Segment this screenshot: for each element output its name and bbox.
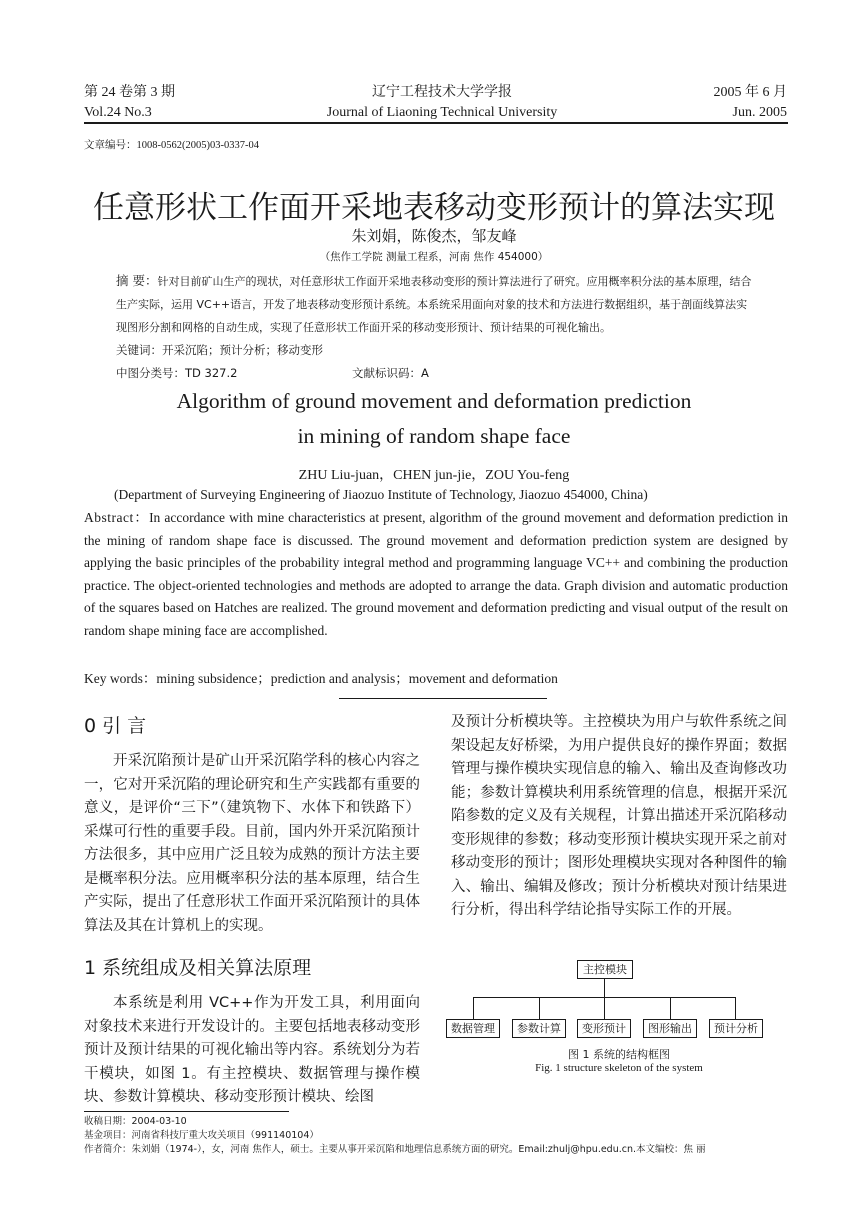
keywords-cn: 关键词：开采沉陷；预计分析；移动变形 bbox=[116, 343, 323, 357]
authors-en: ZHU Liu-juan，CHEN jun-jie，ZOU You-feng bbox=[298, 468, 570, 483]
figure-connector bbox=[604, 979, 605, 997]
header-rule bbox=[84, 122, 788, 124]
abstract-cn-label: 摘 要： bbox=[116, 273, 158, 288]
figure-box-data-management: 数据管理 bbox=[446, 1019, 500, 1038]
figure-box-deformation-prediction: 变形预计 bbox=[577, 1019, 631, 1038]
affiliation-en: (Department of Surveying Engineering of Jiaozuo Institute of Technology, Jiaozuo 454000, China) bbox=[114, 487, 648, 502]
article-number: 文章编号：1008-0562(2005)03-0337-04 bbox=[84, 140, 259, 151]
title-cn: 任意形状工作面开采地表移动变形预计的算法实现 bbox=[93, 190, 775, 226]
separator-rule bbox=[339, 698, 547, 699]
figure-caption-cn: 图 1 系统的结构框图 bbox=[568, 1048, 670, 1061]
header-journal-en: Journal of Liaoning Technical University bbox=[326, 105, 558, 120]
authors-cn: 朱刘娟，陈俊杰，邹友峰 bbox=[351, 227, 517, 245]
footnote-fund: 基金项目：河南省科技厅重大攻关项目（991140104） bbox=[84, 1130, 319, 1141]
figure-connector bbox=[473, 997, 474, 1019]
abstract-cn-text: 针对目前矿山生产的现状，对任意形状工作面开采地表移动变形的预计算法进行了研究。应用概率积分法的基本原理，结合生产实际，运用 VC++语言，开发了地表移动变形预计系统。本系统采用面向对象的技术和方法进行数据组织，基于剖面线算法实现图形分割和网格的自动生成，实现了任意形状工作面开采的移动变形预计、预计结果的可视化输出。 bbox=[116, 275, 752, 334]
keywords-en: Key words：mining subsidence；prediction and analysis；movement and deformation bbox=[84, 671, 558, 686]
abstract-en-label: Abstract： bbox=[84, 510, 150, 525]
right-column-body: 及预计分析模块等。主控模块为用户与软件系统之间架设起友好桥梁，为用户提供良好的操作界面；数据管理与操作模块实现信息的输入、输出及查询修改功能；参数计算模块利用系统管理的信息，根据开采沉陷参数的定义及有关规程，计算出描述开采沉陷移动变形规律的参数；移动变形预计模块实现开采之前对移动变形的预计；图形处理模块实现对各种图件的输入、输出、编辑及修改；预计分析模块对预计结果进行分析，得出科学结论指导实际工作的开展。 bbox=[451, 714, 787, 918]
abstract-en bbox=[84, 507, 788, 642]
figure-connector bbox=[604, 997, 605, 1019]
header-date-cn: 2005 年 6 月 bbox=[713, 85, 787, 100]
footnote-author: 作者简介：朱刘娟（1974-），女，河南 焦作人，硕士。主要从事开采沉陷和地理信息系统方面的研究。Email:zhulj@hpu.edu.cn.本文编校：焦 丽 bbox=[84, 1144, 706, 1155]
figure-box-graphic-output: 图形输出 bbox=[643, 1019, 697, 1038]
title-en-line-1: Algorithm of ground movement and deformation prediction bbox=[176, 389, 692, 413]
header-volume-en: Vol.24 No.3 bbox=[84, 105, 152, 120]
figure-box-parameter-calculation: 参数计算 bbox=[512, 1019, 566, 1038]
header-journal-cn: 辽宁工程技术大学学报 bbox=[372, 85, 512, 100]
figure-caption-en: Fig. 1 structure skeleton of the system bbox=[535, 1062, 703, 1074]
figure-box-root: 主控模块 bbox=[577, 960, 633, 979]
abstract-en-text: In accordance with mine characteristics at present, algorithm of the ground movement and deformation prediction in the mining of random shape face is discussed. The ground movement and deformation prediction system are designed by applying the basic principles of the probability integral method and programming language VC++ and combining the production practice. The object-oriented technologies and methods are adopted to arrange the data. Graph division and automatic production of the squares based on Hatches are realized. The ground movement and deformation predicting and visual output of the result on random shape mining face are accomplished. bbox=[84, 510, 789, 638]
header-volume-cn: 第 24 卷第 3 期 bbox=[84, 85, 175, 100]
footnote-rule bbox=[84, 1111, 289, 1112]
section-0-heading: 0 引 言 bbox=[84, 715, 147, 737]
figure-connector bbox=[539, 997, 540, 1019]
abstract-cn bbox=[116, 269, 756, 339]
header-date-en: Jun. 2005 bbox=[732, 105, 787, 120]
affiliation-cn: （焦作工学院 测量工程系，河南 焦作 454000） bbox=[319, 251, 549, 263]
title-en-line-2: in mining of random shape face bbox=[297, 424, 571, 448]
classification-number: 中图分类号：TD 327.2 bbox=[116, 366, 238, 380]
footnote-received: 收稿日期：2004-03-10 bbox=[84, 1116, 187, 1127]
section-0-body: 开采沉陷预计是矿山开采沉陷学科的核心内容之一，它对开采沉陷的理论研究和生产实践都有重要的意义，是评价“三下”（建筑物下、水体下和铁路下）采煤可行性的重要手段。目前，国内外开采沉陷预计方法很多，其中应用广泛且较为成熟的预计方法主要是概率积分法。应用概率积分法的基本原理，结合生产实际，提出了任意形状工作面开采沉陷预计的具体算法及其在计算机上的实现。 bbox=[84, 753, 420, 934]
document-code: 文献标识码：A bbox=[352, 366, 429, 380]
figure-box-prediction-analysis: 预计分析 bbox=[709, 1019, 763, 1038]
section-1-heading: 1 系统组成及相关算法原理 bbox=[84, 957, 312, 979]
figure-connector bbox=[670, 997, 671, 1019]
figure-connector bbox=[735, 997, 736, 1019]
section-1-body: 本系统是利用 VC++作为开发工具，利用面向对象技术来进行开发设计的。主要包括地表移动变形预计及预计结果的可视化输出等内容。系统划分为若干模块，如图 1。有主控模块、数据管理与操作模块、参数计算模块、移动变形预计模块、绘图 bbox=[84, 995, 420, 1105]
